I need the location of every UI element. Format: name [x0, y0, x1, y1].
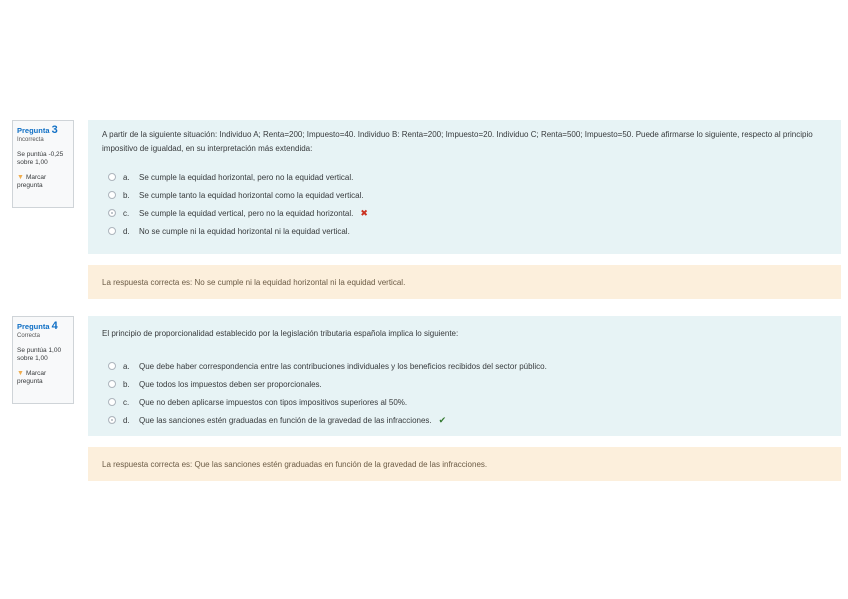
- answer-option-b[interactable]: [102, 186, 827, 204]
- question-formulation: [88, 316, 841, 436]
- flag-label: Marcar pregunta: [17, 369, 47, 385]
- option-letter: a.: [123, 361, 130, 371]
- question-formulation: [88, 120, 841, 254]
- question-info-panel: [12, 316, 74, 404]
- feedback-text: La respuesta correcta es: No se cumple ni la equidad horizontal ni la equidad vertical.: [102, 277, 406, 287]
- question-text: A partir de la siguiente situación: Individuo A; Renta=200; Impuesto=40. Individuo B: Renta=200; Impuesto=20. Individuo C; Renta=500; Impuesto=50. Puede afirmarse lo siguiente, respecto al principio impositivo de igualdad, en su interpretación más extendida:: [102, 130, 813, 153]
- correct-answer-feedback: [88, 447, 841, 481]
- answer-options: [102, 168, 827, 240]
- question-label: Pregunta: [17, 322, 50, 331]
- answer-option-b[interactable]: [102, 375, 827, 393]
- flag-question-link[interactable]: [17, 370, 69, 387]
- feedback-text: La respuesta correcta es: Que las sanciones estén graduadas en función de la gravedad de las infracciones.: [102, 459, 488, 469]
- answer-option-a[interactable]: [102, 168, 827, 186]
- radio-button[interactable]: [108, 227, 116, 235]
- answer-option-c[interactable]: [102, 204, 827, 222]
- flag-icon: ▼: [17, 173, 24, 181]
- question-state: Correcta: [17, 333, 41, 339]
- option-text: Que debe haber correspondencia entre las contribuciones individuales y los beneficios recibidos del sector público.: [139, 361, 547, 371]
- question-info-panel: [12, 120, 74, 208]
- option-text: Se cumple tanto la equidad horizontal como la equidad vertical.: [139, 190, 364, 200]
- option-letter: b.: [123, 190, 130, 200]
- question-number-value: 3: [51, 124, 58, 136]
- radio-button[interactable]: [108, 380, 116, 388]
- option-letter: d.: [123, 226, 130, 236]
- option-text: Se cumple la equidad vertical, pero no la equidad horizontal.: [139, 208, 354, 218]
- option-letter: c.: [123, 208, 130, 218]
- incorrect-icon: ✖: [360, 207, 368, 218]
- correct-icon: ✔: [438, 414, 447, 425]
- option-letter: c.: [123, 397, 130, 407]
- radio-button[interactable]: [108, 191, 116, 199]
- question-text: El principio de proporcionalidad establecido por la legislación tributaria española implica lo siguiente:: [102, 329, 459, 338]
- question-number: [17, 321, 69, 332]
- question-number: [17, 125, 69, 136]
- radio-button[interactable]: [108, 173, 116, 181]
- answer-option-a[interactable]: [102, 357, 827, 375]
- flag-question-link[interactable]: [17, 174, 69, 191]
- option-letter: b.: [123, 379, 130, 389]
- option-text: Que no deben aplicarse impuestos con tipos impositivos superiores al 50%.: [139, 397, 408, 407]
- answer-options: [102, 357, 827, 429]
- question-label: Pregunta: [17, 126, 50, 135]
- question-grade: Se puntúa -0,25 sobre 1,00: [17, 150, 64, 166]
- flag-label: Marcar pregunta: [17, 173, 47, 189]
- question-grade: Se puntúa 1,00 sobre 1,00: [17, 346, 62, 362]
- radio-button[interactable]: [108, 362, 116, 370]
- option-letter: a.: [123, 172, 130, 182]
- flag-icon: ▼: [17, 369, 24, 377]
- radio-button[interactable]: [108, 398, 116, 406]
- question-number-value: 4: [51, 320, 58, 332]
- answer-option-d[interactable]: [102, 222, 827, 240]
- option-text: No se cumple ni la equidad horizontal ni la equidad vertical.: [139, 226, 350, 236]
- correct-answer-feedback: [88, 265, 841, 299]
- answer-option-d[interactable]: [102, 411, 827, 429]
- option-letter: d.: [123, 415, 130, 425]
- radio-button-selected[interactable]: [108, 209, 116, 217]
- radio-button-selected[interactable]: [108, 416, 116, 424]
- option-text: Se cumple la equidad horizontal, pero no la equidad vertical.: [139, 172, 354, 182]
- question-state: Incorrecta: [17, 137, 44, 143]
- answer-option-c[interactable]: [102, 393, 827, 411]
- option-text: Que las sanciones estén graduadas en función de la gravedad de las infracciones.: [139, 415, 432, 425]
- option-text: Que todos los impuestos deben ser proporcionales.: [139, 379, 322, 389]
